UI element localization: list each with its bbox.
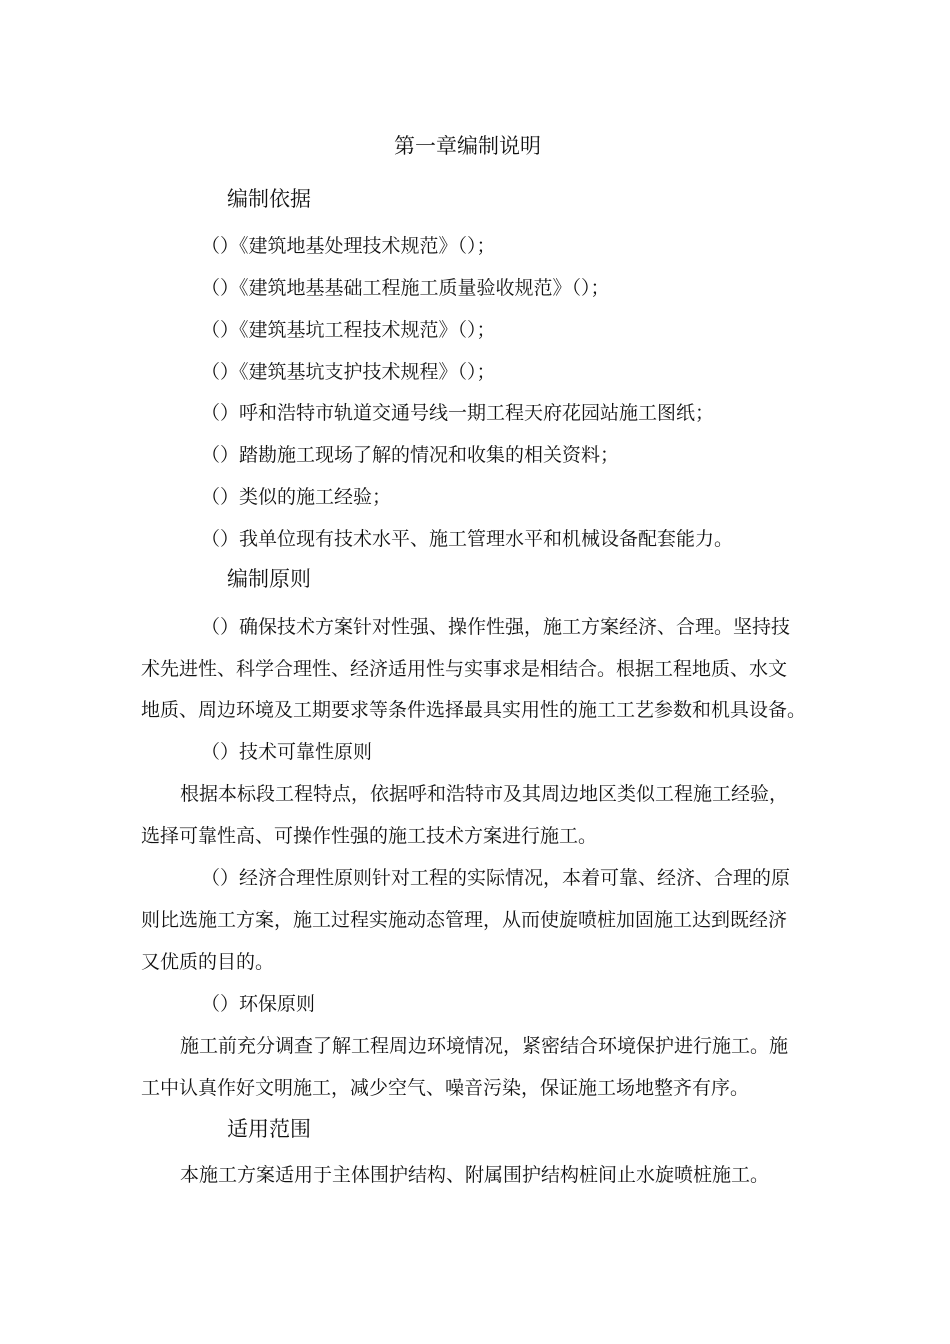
paragraph-line: 根据本标段工程特点，依据呼和浩特市及其周边地区类似工程施工经验， bbox=[180, 783, 789, 805]
basis-item: （）我单位现有技术水平、施工管理水平和机械设备配套能力。 bbox=[201, 528, 734, 550]
section-heading-basis: 编制依据 bbox=[227, 187, 311, 211]
paragraph-line: （）确保技术方案针对性强、操作性强，施工方案经济、合理。坚持技 bbox=[201, 616, 791, 638]
basis-item: （）类似的施工经验； bbox=[201, 486, 392, 508]
basis-item: （）踏勘施工现场了解的情况和收集的相关资料； bbox=[201, 444, 620, 466]
section-heading-scope: 适用范围 bbox=[227, 1117, 311, 1141]
basis-item: （）呼和浩特市轨道交通号线一期工程天府花园站施工图纸； bbox=[201, 402, 715, 424]
paragraph-line: （）技术可靠性原则 bbox=[201, 741, 373, 763]
paragraph-line: （）经济合理性原则针对工程的实际情况，本着可靠、经济、合理的原 bbox=[201, 867, 791, 889]
paragraph-line: 术先进性、科学合理性、经济适用性与实事求是相结合。根据工程地质、水文 bbox=[141, 658, 788, 680]
paragraph-line: 工中认真作好文明施工，减少空气、噪音污染，保证施工场地整齐有序。 bbox=[141, 1077, 750, 1099]
section-heading-principles: 编制原则 bbox=[227, 567, 311, 591]
basis-item: （）《建筑地基基础工程施工质量验收规范》（）； bbox=[201, 277, 610, 299]
paragraph-line: 地质、周边环境及工期要求等条件选择最具实用性的施工工艺参数和机具设备。 bbox=[141, 699, 807, 721]
paragraph-line: 选择可靠性高、可操作性强的施工技术方案进行施工。 bbox=[141, 825, 598, 847]
paragraph-line: 本施工方案适用于主体围护结构、附属围护结构桩间止水旋喷桩施工。 bbox=[180, 1164, 770, 1186]
paragraph-line: 则比选施工方案，施工过程实施动态管理，从而使旋喷桩加固施工达到既经济 bbox=[141, 909, 788, 931]
paragraph-line: 又优质的目的。 bbox=[141, 951, 275, 973]
basis-item: （）《建筑地基处理技术规范》（）； bbox=[201, 235, 496, 257]
paragraph-line: （）环保原则 bbox=[201, 993, 316, 1015]
basis-item: （）《建筑基坑支护技术规程》（）； bbox=[201, 361, 496, 383]
chapter-title: 第一章编制说明 bbox=[394, 134, 541, 158]
basis-item: （）《建筑基坑工程技术规范》（）； bbox=[201, 319, 496, 341]
paragraph-line: 施工前充分调查了解工程周边环境情况，紧密结合环境保护进行施工。施 bbox=[180, 1035, 789, 1057]
